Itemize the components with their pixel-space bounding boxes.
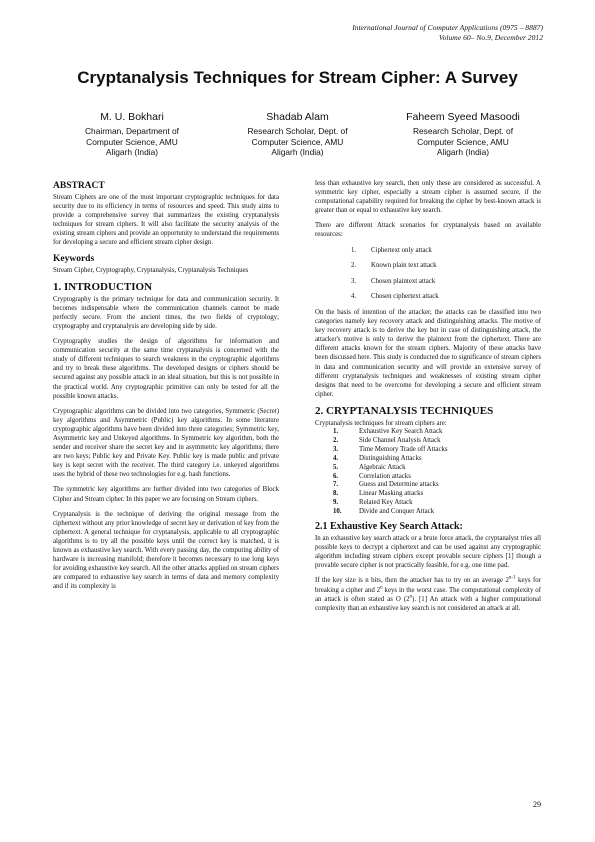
abstract-text: Stream Ciphers are one of the most important cryptographic techniques for data security due to its efficiency in terms of resources and speed. This study aims to provide a comprehensive survey that summarizes the existing cryptanalysis techniques for stream ciphers. It will also facilitate the security analysis of the existing stream ciphers and provide an opportunity to understand the requirements for developing a secure and efficient stream cipher design. (53, 194, 279, 247)
list-text: Correlation attacks (359, 472, 411, 480)
author-2 (218, 110, 378, 158)
list-item (333, 473, 541, 482)
list-number: 5. (333, 463, 339, 471)
list-number: 8. (333, 490, 339, 498)
list-text: Guess and Determine attacks (359, 481, 439, 489)
superscript: n-1 (508, 576, 516, 582)
list-item (333, 464, 541, 473)
affiliation-line: Aligarh (India) (436, 147, 490, 157)
list-number: 2. (333, 436, 339, 444)
right-column (315, 179, 541, 619)
paragraph: Cryptographic algorithms can be divided into two categories, Symmetric (Secret) key algorithms and Asymmetric (Public) key algorithms. In some literature cryptographic algorithms have been divided into three categories; Symmetric key, Asymmetric key and Unkeyed algorithms. In Symmetric key algorithm, both the sender and receiver share the secret key and in asymmetric key algorithms; there are two keys; Public key and Private Key. Public key is made public and private key is kept secret with the receiver. The third category i.e. unkeyed algorithms uses the hybrid of these two technologies for e.g. hash functions. (53, 407, 279, 479)
author-affiliation (52, 126, 212, 158)
list-item (351, 292, 541, 301)
author-name: M. U. Bokhari (100, 111, 164, 123)
journal-name: International Journal of Computer Applications (0975 – 8887) (352, 23, 543, 32)
paragraph: There are different Attack scenarios for cryptanalysis based on available resources: (315, 222, 541, 239)
list-number: 4. (351, 293, 357, 301)
list-text: Ciphertext only attack (371, 246, 432, 254)
author-name: Faheem Syeed Masoodi (406, 111, 520, 123)
list-number: 3. (333, 445, 339, 453)
list-text: Linear Masking attacks (359, 490, 424, 498)
list-item (333, 508, 541, 517)
list-number: 4. (333, 454, 339, 462)
paper-title: Cryptanalysis Techniques for Stream Cipher: A Survey (77, 68, 518, 87)
list-text: Chosen plaintext attack (371, 277, 436, 285)
list-item (333, 481, 541, 490)
list-item (333, 446, 541, 455)
affiliation-line: Computer Science, AMU (417, 136, 509, 147)
list-text: Time Memory Trade off Attacks (359, 445, 448, 453)
list-item (351, 261, 541, 270)
text-run: ). [1] An attack with a higher computational complexity than an exhaustive key search is not considered an attack at all. (315, 595, 541, 612)
paragraph: Cryptanalysis is the technique of deriving the original message from the ciphertext without any prior knowledge of secret key or derivation of key from the ciphertext. A general technique for cryptanalysis, applicable to all cryptographic algorithms is to try all the possible keys until the correct key is matched, it is known as exhaustive key search. With every passing day, the computing ability of hardware is increasing manifold; therefore it becomes necessary to use long keys for avoiding exhaustive key search. All the other attacks applied on stream ciphers are compared to exhaustive key search in terms of data and memory complexity and if its complexity is (53, 510, 279, 591)
affiliation-line: Chairman, Department of (84, 126, 180, 136)
page-number: 29 (533, 800, 541, 809)
attack-scenarios-list (315, 246, 541, 302)
affiliation-line: Research Scholar, Dept. of (412, 126, 514, 136)
techniques-list (315, 428, 541, 517)
list-item (333, 428, 541, 437)
paragraph: The symmetric key algorithms are further divided into two categories of Block Cipher and Stream cipher. In this paper we are focusing on Stream ciphers. (53, 486, 279, 503)
list-text: Exhaustive Key Search Attack (359, 427, 443, 435)
list-number: 2. (351, 262, 357, 270)
list-text: Chosen ciphertext attack (371, 293, 439, 301)
list-number: 10. (333, 508, 342, 516)
journal-header (352, 23, 543, 43)
author-affiliation (383, 126, 543, 158)
paragraph: Cryptography studies the design of algorithms for information and communication security at the same time cryptanalysis is concerned with the study of different techniques to search weakness in the cryptographic algorithms and try to break these algorithms. The developed designs or ciphers should be secured against any possible attack in an ideal situation, but this is not possible in the practical world. Any cryptographic primitive can only be tested for all the possible known attacks. (53, 338, 279, 400)
paragraph: On the basis of intention of the attacker, the attacks can be classified into two categories namely key recovery attack and distinguishing attacks. The motive of key recovery attack is to derive the key but in case of distinguishing attack, the attacker's motive is only to derive the plaintext from the ciphertext. There are different attacks known for the stream ciphers. Majority of these attacks have been discussed here. This study is conducted due to significance of stream ciphers in data and communication security and will provide an extensive survey of different cryptanalysis techniques and weaknesses of existing stream cipher designs that need to be overcome for developing a secure and efficient stream cipher. (315, 308, 541, 398)
author-3 (383, 110, 543, 158)
keywords-heading: Keywords (53, 253, 95, 264)
paragraph-with-superscripts (315, 576, 541, 612)
list-number: 1. (333, 427, 339, 435)
list-text: Algebraic Attack (359, 463, 406, 471)
text-run: If the key size is n bits, then the attacker has to try on an average 2 (315, 577, 509, 585)
list-text: Divide and Conquer Attack (359, 508, 435, 516)
author-block (52, 110, 543, 158)
list-item (333, 490, 541, 499)
section-2-heading: 2. CRYPTANALYSIS TECHNIQUES (315, 404, 494, 417)
list-item (333, 455, 541, 464)
list-number: 7. (333, 481, 339, 489)
superscript: n (380, 585, 383, 591)
list-item (351, 277, 541, 286)
list-text: Distinguishing Attacks (359, 454, 422, 462)
affiliation-line: Computer Science, AMU (86, 136, 178, 147)
affiliation-line: Aligarh (India) (105, 147, 159, 157)
author-name: Shadab Alam (266, 111, 329, 123)
author-affiliation (218, 126, 378, 158)
abstract-heading: ABSTRACT (53, 181, 105, 191)
paragraph: In an exhaustive key search attack or a brute force attack, the cryptanalyst tries all possible keys to decrypt a ciphertext and can be used against any cryptographic algorithm including stream ciphers except provable secure ciphers [1] though a provable secure cipher is not practically feasible, for e.g. one time pad. (315, 535, 541, 570)
introduction-heading: 1. INTRODUCTION (53, 280, 153, 293)
left-column (53, 181, 279, 597)
superscript: n (409, 594, 413, 600)
paragraph: Cryptography is the primary technique for data and communication security. It becomes indispensable where the communication channels cannot be made perfectly secure. From the ancient times, the two fields of cryptology; cryptography and cryptanalysis are developing side by side. (53, 295, 279, 330)
list-number: 3. (351, 277, 357, 285)
list-number: 9. (333, 499, 339, 507)
list-item (333, 499, 541, 508)
text-run: keys in the worst case. The computational complexity of an attack is often stated as O (2 (315, 586, 541, 603)
list-item (333, 437, 541, 446)
affiliation-line: Computer Science, AMU (251, 136, 344, 147)
list-text: Known plain text attack (371, 262, 437, 270)
list-number: 1. (351, 246, 357, 254)
list-item (351, 246, 541, 255)
section-2-1-heading: 2.1 Exhaustive Key Search Attack: (315, 521, 463, 533)
paragraph: Cryptanalysis techniques for stream ciphers are: (315, 419, 447, 427)
journal-volume: Volume 60– No.9, December 2012 (438, 33, 543, 42)
keywords-text: Stream Cipher, Cryptography, Cryptanalysis, Cryptanalysis Techniques (53, 266, 249, 274)
author-1 (52, 110, 212, 158)
list-text: Side Channel Analysis Attack (359, 436, 441, 444)
affiliation-line: Aligarh (India) (271, 147, 324, 157)
text-run: keys for breaking a cipher and 2 (315, 577, 541, 594)
paragraph: less than exhaustive key search, then only these are considered as successful. A symmetric key cipher, especially a stream cipher is assumed secure, if the computational capability required for breaking the cipher by best-known attack is greater than or equal to exhaustive key search. (315, 180, 541, 215)
list-number: 6. (333, 472, 339, 480)
affiliation-line: Research Scholar, Dept. of (247, 126, 348, 136)
list-text: Related Key Attack (359, 499, 413, 507)
